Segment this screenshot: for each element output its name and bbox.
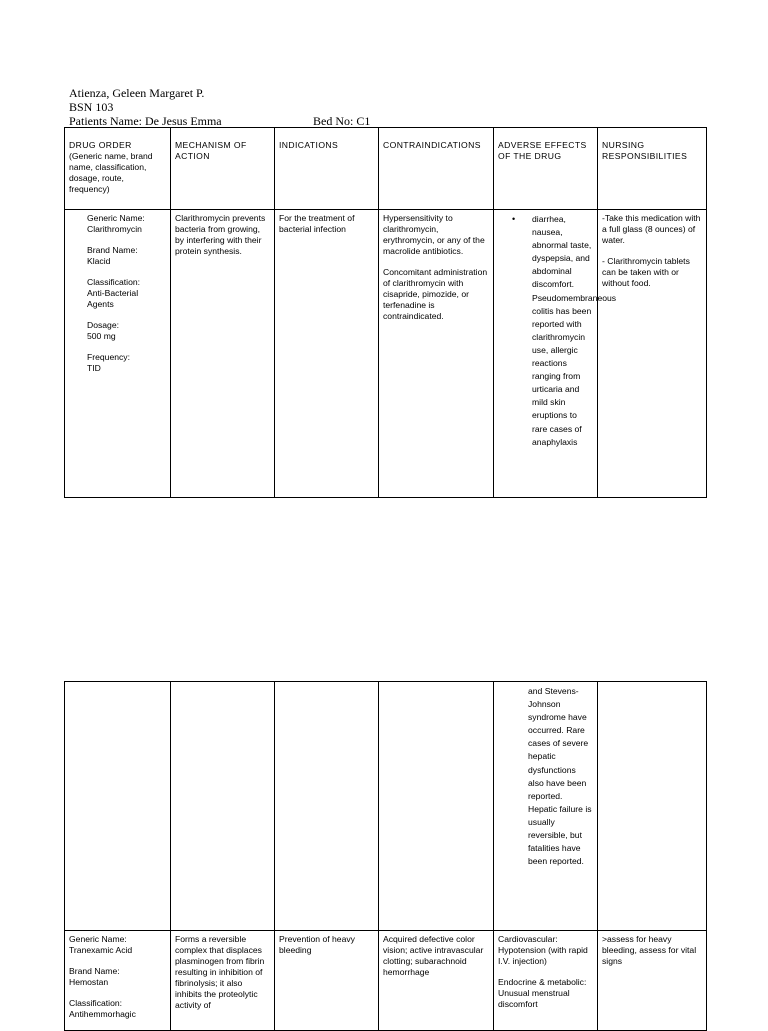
drug1-contra-1: Hypersensitivity to clarithromycin, erythromycin, or any of the macrolide antibiotics.: [383, 213, 488, 256]
drug1-mechanism: Clarithromycin prevents bacteria from growing, by interfering with their protein synthesis.: [171, 210, 275, 498]
col-mechanism: MECHANISM OF ACTION: [171, 128, 275, 210]
continued-cell-6: [598, 682, 707, 931]
drug-study-table-page1: [64, 127, 707, 498]
student-section: BSN 103: [69, 100, 114, 114]
drug1-indications: For the treatment of bacterial infection: [275, 210, 379, 498]
patient-name: Patients Name: De Jesus Emma: [69, 114, 222, 128]
table-row: [65, 931, 707, 1031]
drug-study-table-page2: [64, 681, 707, 1031]
drug1-nursing-1: -Take this medication with a full glass (8 ounces) of water.: [602, 213, 703, 245]
continued-cell-3: [275, 682, 379, 931]
bullet-icon: •: [512, 214, 516, 224]
drug1-contra-2: Concomitant administration of clarithromycin with cisapride, pimozide, or terfenadine is contraindicated.: [383, 267, 490, 321]
col-contraindications: CONTRAINDICATIONS: [379, 128, 494, 210]
continued-cell-1: [65, 682, 171, 931]
drug1-nursing: [598, 210, 707, 498]
student-header: [69, 86, 222, 128]
drug1-contraindications: [379, 210, 494, 498]
drug1-order: [65, 210, 171, 498]
col-drug-order-label: DRUG ORDER: [69, 140, 132, 150]
drug2-brand: Brand Name: Hemostan: [69, 966, 120, 987]
drug1-nursing-2: - Clarithromycin tablets can be taken with or without food.: [602, 256, 693, 288]
drug2-order: [65, 931, 171, 1031]
drug2-contraindications: Acquired defective color vision; active intravascular clotting; subarachnoid hemorrhage: [379, 931, 494, 1031]
drug1-classification: Classification: Anti-Bacterial Agents: [87, 277, 141, 309]
drug2-adverse: [494, 931, 598, 1031]
bed-number: Bed No: C1: [313, 114, 371, 128]
drug2-indications: Prevention of heavy bleeding: [275, 931, 379, 1031]
drug2-adverse-1: Cardiovascular: Hypotension (with rapid I.V. injection): [498, 934, 591, 966]
table-row: [65, 210, 707, 498]
col-drug-order-sub: (Generic name, brand name, classification, dosage, route, frequency): [69, 151, 153, 194]
col-drug-order: [65, 128, 171, 210]
drug1-frequency: Frequency: TID: [87, 352, 130, 373]
drug2-nursing: >assess for heavy bleeding, assess for vital signs: [598, 931, 707, 1031]
drug1-generic: Generic Name: Clarithromycin: [87, 213, 145, 234]
student-name: Atienza, Geleen Margaret P.: [69, 86, 205, 100]
drug2-mechanism: Forms a reversible complex that displaces plasminogen from fibrin resulting in inhibition of fibrinolysis; it also inhibits the proteolytic activity of: [171, 931, 275, 1031]
drug2-classification: Classification: Antihemmorhagic: [69, 998, 136, 1019]
continued-cell-4: [379, 682, 494, 931]
table-row: [65, 682, 707, 931]
drug2-adverse-2: Endocrine & metabolic: Unusual menstrual discomfort: [498, 977, 589, 1009]
col-nursing: NURSING RESPONSIBILITIES: [598, 128, 707, 210]
drug2-generic: Generic Name: Tranexamic Acid: [69, 934, 133, 955]
col-adverse: ADVERSE EFFECTS OF THE DRUG: [494, 128, 598, 210]
continued-cell-2: [171, 682, 275, 931]
drug1-brand: Brand Name: Klacid: [87, 245, 138, 266]
drug1-adverse-text: diarrhea, nausea, abnormal taste, dyspepsia, and abdominal discomfort. Pseudomembraneous colitis has been reported with clarithromycin use, allergic reactions ranging from urticaria and mild skin eruptions to rare cases of anaphylaxis: [532, 214, 617, 447]
drug1-adverse: [494, 210, 617, 498]
col-indications: INDICATIONS: [275, 128, 379, 210]
table-header-row: [65, 128, 707, 210]
drug1-adverse-continued: and Stevens-Johnson syndrome have occurred. Rare cases of severe hepatic dysfunctions also have been reported. Hepatic failure is usually reversible, but fatalities have been reported.: [494, 682, 598, 931]
drug1-dosage: Dosage: 500 mg: [87, 320, 120, 341]
